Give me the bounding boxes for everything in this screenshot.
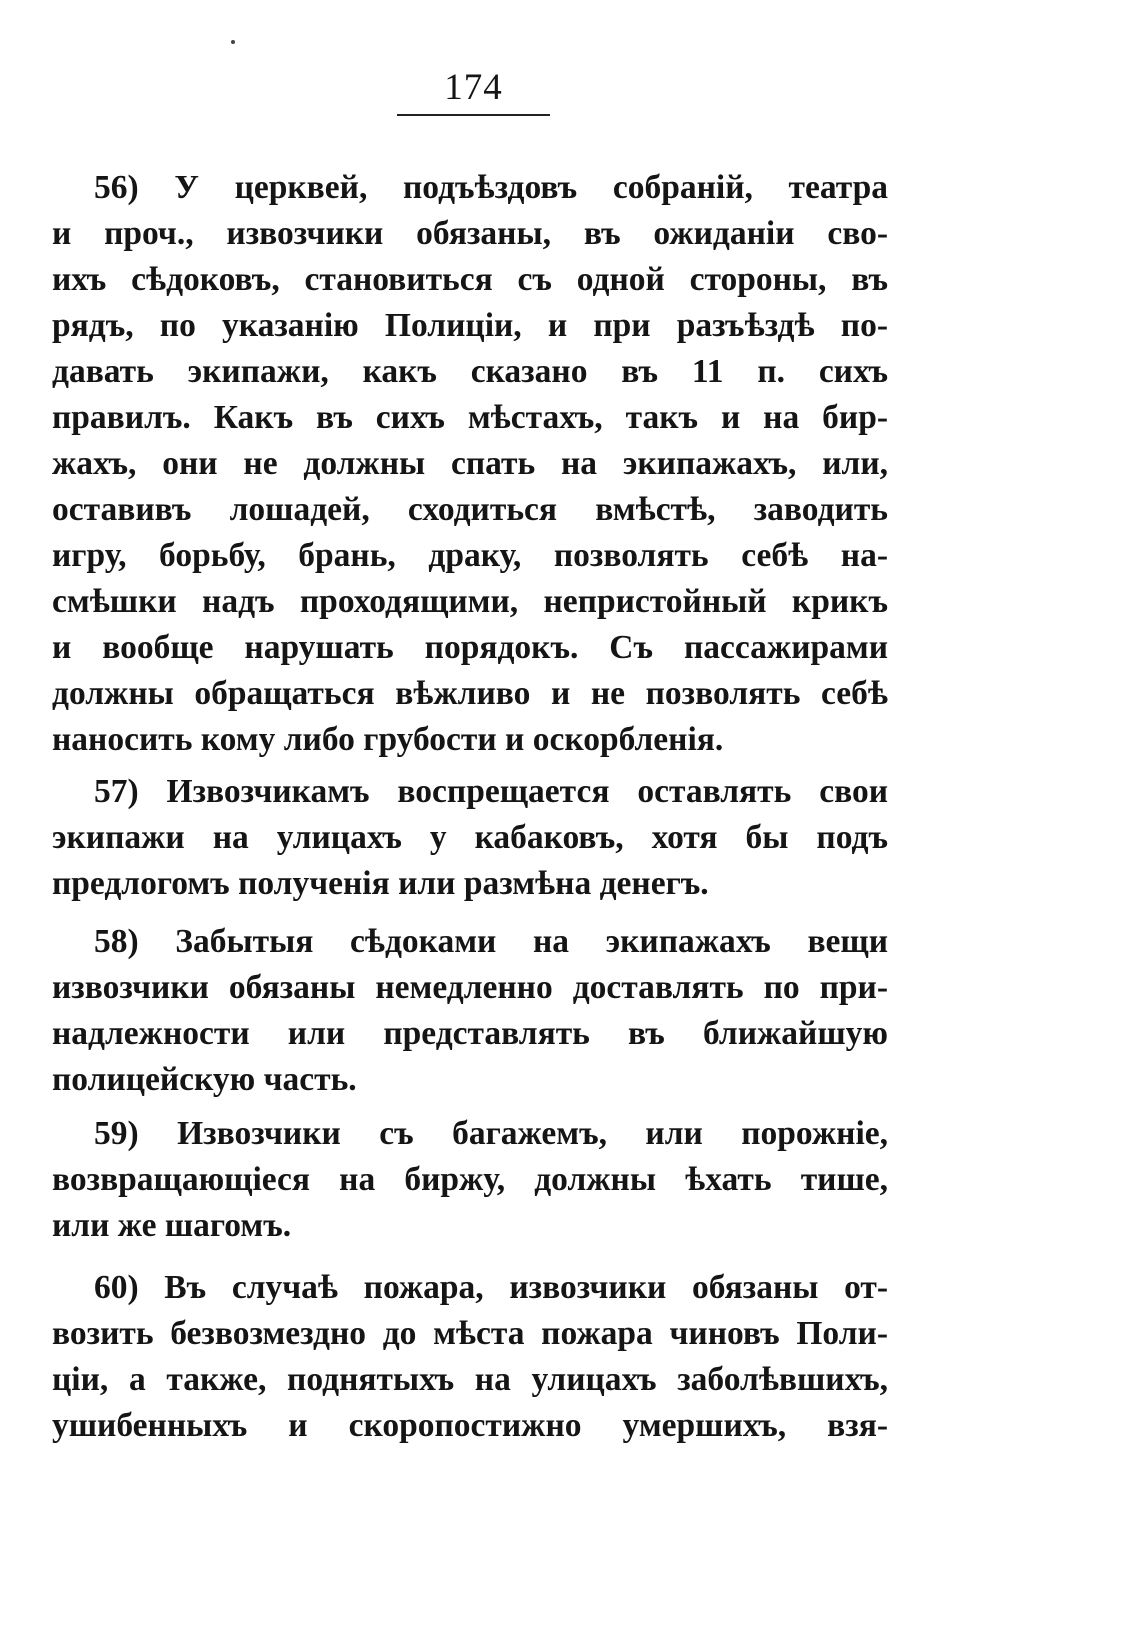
text-line: 58) Забытыя сѣдоками на экипажахъ вещи (94, 923, 888, 960)
text-line: ушибенныхъ и скоропостижно умершихъ, взя- (52, 1407, 888, 1444)
ink-speck (231, 40, 235, 44)
text-line: и проч., извозчики обязаны, въ ожиданіи сво- (52, 215, 888, 252)
text-line: правилъ. Какъ въ сихъ мѣстахъ, такъ и на бир- (52, 399, 888, 436)
text-line: надлежности или представлять въ ближайшую (52, 1015, 888, 1052)
text-line: 56) У церквей, подъѣздовъ собраній, театра (94, 169, 888, 206)
text-line: полицейскую часть. (52, 1061, 357, 1098)
text-line: 60) Въ случаѣ пожара, извозчики обязаны от- (94, 1269, 888, 1306)
text-line: экипажи на улицахъ у кабаковъ, хотя бы подъ (52, 819, 888, 856)
text-line: предлогомъ полученія или размѣна денегъ. (52, 865, 709, 902)
text-line: 59) Извозчики съ багажемъ, или порожніе, (94, 1115, 888, 1152)
text-line: и вообще нарушать порядокъ. Съ пассажирами (52, 629, 888, 666)
text-line: возвращающіеся на биржу, должны ѣхать тише, (52, 1161, 888, 1198)
text-line: ціи, а также, поднятыхъ на улицахъ заболѣвшихъ, (52, 1361, 888, 1398)
text-line: ихъ сѣдоковъ, становиться съ одной стороны, въ (52, 261, 888, 298)
text-line: 57) Извозчикамъ воспрещается оставлять свои (94, 773, 888, 810)
text-line: рядъ, по указанію Полиціи, и при разъѣздѣ по- (52, 307, 888, 344)
text-line: возить безвозмездно до мѣста пожара чиновъ Поли- (52, 1315, 888, 1352)
text-line: наносить кому либо грубости и оскорбленія. (52, 721, 724, 758)
text-line: оставивъ лошадей, сходиться вмѣстѣ, заводить (52, 491, 888, 528)
text-line: или же шагомъ. (52, 1207, 292, 1244)
text-line: должны обращаться вѣжливо и не позволять себѣ (52, 675, 888, 712)
page-number: 174 (444, 67, 503, 108)
text-line: смѣшки надъ проходящими, непристойный крикъ (52, 583, 888, 620)
page-number-rule (397, 114, 550, 116)
text-line: игру, борьбу, брань, драку, позволять себѣ на- (52, 537, 888, 574)
text-line: извозчики обязаны немедленно доставлять по при- (52, 969, 888, 1006)
text-line: жахъ, они не должны спать на экипажахъ, или, (52, 445, 888, 482)
text-line: давать экипажи, какъ сказано въ 11 п. сихъ (52, 353, 888, 390)
